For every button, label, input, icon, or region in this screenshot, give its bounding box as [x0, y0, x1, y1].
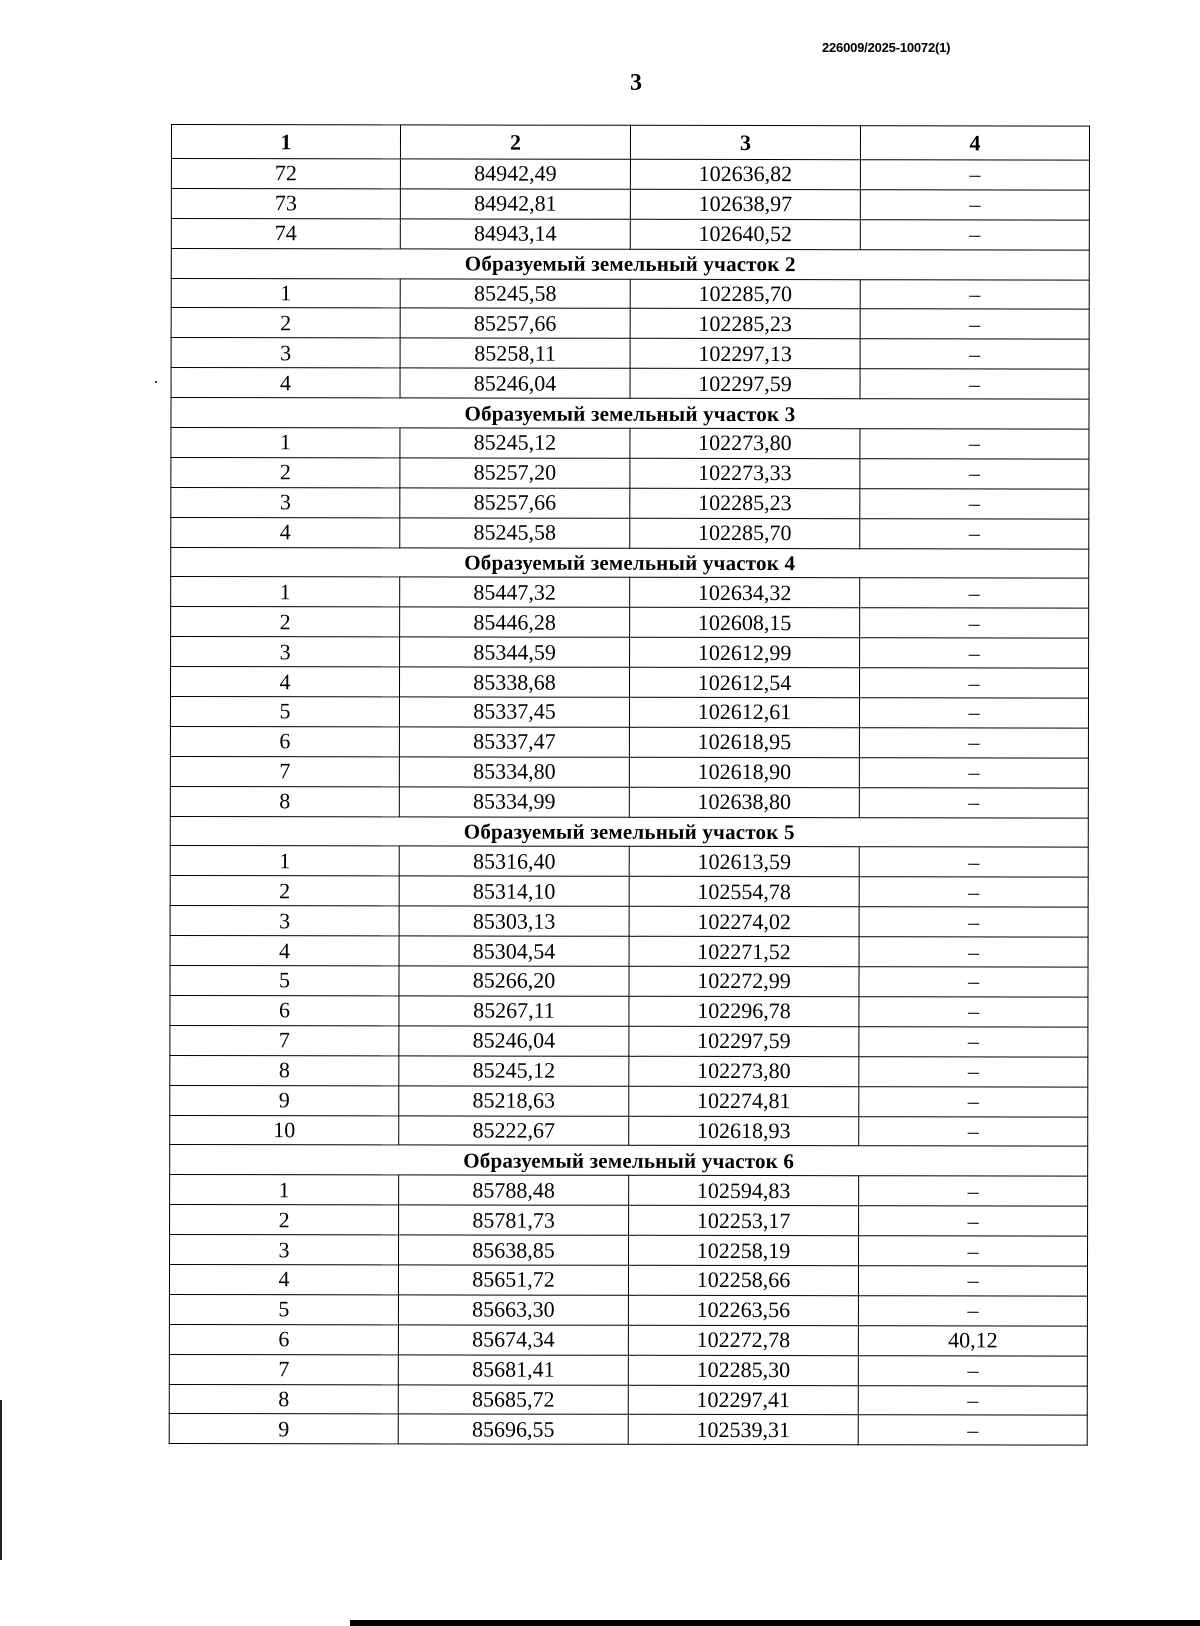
- y-coordinate-cell: 102272,99: [629, 966, 859, 996]
- point-number-cell: 72: [171, 159, 400, 189]
- y-coordinate-cell: 102618,90: [629, 757, 859, 787]
- table-row: [170, 1085, 1088, 1116]
- table-row: [170, 697, 1088, 728]
- table-row: [170, 1235, 1088, 1266]
- value-cell: –: [859, 1116, 1088, 1146]
- table-row: [170, 846, 1088, 877]
- point-number-cell: 9: [170, 1085, 399, 1115]
- x-coordinate-cell: 85674,34: [398, 1325, 628, 1355]
- y-coordinate-cell: 102618,93: [629, 1116, 859, 1146]
- table-row: [169, 1264, 1087, 1295]
- value-cell: –: [860, 160, 1089, 190]
- x-coordinate-cell: 85267,11: [399, 996, 629, 1026]
- section-title: Образуемый земельный участок 2: [171, 248, 1089, 279]
- x-coordinate-cell: 85246,04: [400, 368, 630, 398]
- point-number-cell: 5: [170, 966, 399, 996]
- table-row: [171, 278, 1089, 309]
- x-coordinate-cell: 85304,54: [399, 936, 629, 966]
- table-row: [171, 577, 1089, 608]
- table-row: [170, 966, 1088, 997]
- y-coordinate-cell: 102612,99: [630, 638, 860, 668]
- point-number-cell: 3: [170, 906, 399, 936]
- x-coordinate-cell: 85334,80: [399, 757, 629, 787]
- point-number-cell: 6: [170, 995, 399, 1025]
- point-number-cell: 2: [170, 1205, 399, 1235]
- x-coordinate-cell: 85337,47: [399, 727, 629, 757]
- value-cell: –: [859, 1206, 1088, 1236]
- point-number-cell: 2: [170, 876, 399, 906]
- value-cell: –: [860, 488, 1089, 518]
- point-number-cell: 73: [171, 188, 400, 218]
- x-coordinate-cell: 85222,67: [399, 1115, 629, 1145]
- column-header: 2: [400, 125, 630, 159]
- table-row: [169, 1414, 1087, 1445]
- y-coordinate-cell: 102273,33: [630, 458, 860, 488]
- y-coordinate-cell: 102296,78: [629, 996, 859, 1026]
- value-cell: –: [859, 1027, 1088, 1057]
- x-coordinate-cell: 85316,40: [399, 846, 629, 876]
- table-row: [171, 159, 1089, 190]
- point-number-cell: 8: [170, 1055, 399, 1085]
- value-cell: –: [859, 668, 1088, 698]
- y-coordinate-cell: 102274,81: [629, 1086, 859, 1116]
- section-title: Образуемый земельный участок 3: [171, 398, 1089, 429]
- x-coordinate-cell: 85337,45: [399, 697, 629, 727]
- y-coordinate-cell: 102273,80: [629, 1056, 859, 1086]
- table-header-row: [171, 125, 1089, 161]
- point-number-cell: 1: [171, 428, 400, 458]
- value-cell: –: [859, 967, 1088, 997]
- x-coordinate-cell: 85781,73: [399, 1205, 629, 1235]
- value-cell: –: [859, 997, 1088, 1027]
- y-coordinate-cell: 102554,78: [629, 877, 859, 907]
- table-row: [170, 995, 1088, 1026]
- point-number-cell: 5: [170, 697, 399, 727]
- x-coordinate-cell: 85257,66: [400, 308, 630, 338]
- point-number-cell: 3: [171, 637, 400, 667]
- value-cell: –: [859, 847, 1088, 877]
- column-header: 4: [860, 126, 1089, 160]
- x-coordinate-cell: 85344,59: [400, 637, 630, 667]
- table-row: [170, 1055, 1088, 1086]
- y-coordinate-cell: 102613,59: [629, 847, 859, 877]
- table-row: [169, 1294, 1087, 1325]
- value-cell: –: [859, 1086, 1088, 1116]
- value-cell: –: [859, 907, 1088, 937]
- section-row: [170, 1145, 1088, 1176]
- value-cell: –: [859, 877, 1088, 907]
- point-number-cell: 1: [171, 577, 400, 607]
- table-row: [170, 876, 1088, 907]
- point-number-cell: 1: [170, 1175, 399, 1205]
- value-cell: –: [859, 758, 1088, 788]
- value-cell: –: [860, 578, 1089, 608]
- x-coordinate-cell: 85218,63: [399, 1086, 629, 1116]
- value-cell: –: [859, 1056, 1088, 1086]
- x-coordinate-cell: 85303,13: [399, 906, 629, 936]
- y-coordinate-cell: 102274,02: [629, 907, 859, 937]
- table-row: [171, 457, 1089, 488]
- point-number-cell: 4: [171, 517, 400, 547]
- y-coordinate-cell: 102285,23: [630, 488, 860, 518]
- section-row: [171, 248, 1089, 279]
- value-cell: –: [859, 728, 1088, 758]
- point-number-cell: 5: [169, 1294, 398, 1324]
- page-number: 3: [630, 70, 642, 96]
- table-row: [169, 1384, 1087, 1415]
- point-number-cell: 7: [170, 1025, 399, 1055]
- point-number-cell: 6: [170, 726, 399, 756]
- value-cell: –: [860, 219, 1089, 249]
- value-cell: –: [860, 279, 1089, 309]
- x-coordinate-cell: 85651,72: [398, 1265, 628, 1295]
- table-row: [171, 308, 1089, 339]
- coordinates-table: [169, 124, 1090, 1446]
- x-coordinate-cell: 85245,58: [400, 518, 630, 548]
- table-row: [171, 368, 1089, 399]
- y-coordinate-cell: 102273,80: [630, 428, 860, 458]
- y-coordinate-cell: 102539,31: [628, 1415, 858, 1445]
- x-coordinate-cell: 85266,20: [399, 966, 629, 996]
- document-number: 226009/2025-10072(1): [822, 40, 951, 55]
- table-row: [170, 1115, 1088, 1146]
- point-number-cell: 4: [169, 1264, 398, 1294]
- value-cell: –: [860, 190, 1089, 220]
- x-coordinate-cell: 85663,30: [398, 1295, 628, 1325]
- value-cell: –: [859, 1236, 1088, 1266]
- y-coordinate-cell: 102638,97: [630, 189, 860, 219]
- point-number-cell: 4: [171, 368, 400, 398]
- table-row: [171, 188, 1089, 219]
- y-coordinate-cell: 102638,80: [629, 787, 859, 817]
- table-row: [170, 936, 1088, 967]
- x-coordinate-cell: 85696,55: [398, 1414, 628, 1444]
- value-cell: –: [860, 339, 1089, 369]
- x-coordinate-cell: 85257,20: [400, 458, 630, 488]
- point-number-cell: 8: [170, 786, 399, 816]
- y-coordinate-cell: 102253,17: [629, 1205, 859, 1235]
- value-cell: –: [858, 1415, 1087, 1445]
- y-coordinate-cell: 102297,59: [630, 369, 860, 399]
- x-coordinate-cell: 85245,58: [400, 278, 630, 308]
- x-coordinate-cell: 85334,99: [399, 787, 629, 817]
- x-coordinate-cell: 85788,48: [399, 1175, 629, 1205]
- table-row: [170, 786, 1088, 817]
- value-cell: –: [858, 1266, 1087, 1296]
- y-coordinate-cell: 102612,61: [629, 697, 859, 727]
- x-coordinate-cell: 84943,14: [400, 219, 630, 249]
- point-number-cell: 3: [171, 487, 400, 517]
- y-coordinate-cell: 102258,19: [629, 1235, 859, 1265]
- value-cell: –: [860, 429, 1089, 459]
- value-cell: –: [860, 638, 1089, 668]
- column-header: 1: [171, 125, 400, 159]
- table-body: [169, 159, 1089, 1446]
- point-number-cell: 2: [171, 457, 400, 487]
- y-coordinate-cell: 102634,32: [630, 578, 860, 608]
- x-coordinate-cell: 85638,85: [399, 1235, 629, 1265]
- table-row: [171, 517, 1089, 548]
- table-row: [170, 1205, 1088, 1236]
- section-row: [170, 816, 1088, 847]
- value-cell: 40,12: [858, 1325, 1087, 1355]
- scan-bottom-edge: [350, 1620, 1200, 1626]
- value-cell: –: [858, 1385, 1087, 1415]
- y-coordinate-cell: 102258,66: [628, 1265, 858, 1295]
- y-coordinate-cell: 102618,95: [629, 727, 859, 757]
- point-number-cell: 10: [170, 1115, 399, 1145]
- point-number-cell: 4: [171, 667, 400, 697]
- point-number-cell: 8: [169, 1384, 398, 1414]
- y-coordinate-cell: 102612,54: [630, 667, 860, 697]
- point-number-cell: 7: [169, 1354, 398, 1384]
- y-coordinate-cell: 102285,30: [628, 1355, 858, 1385]
- table-row: [171, 428, 1089, 459]
- table-row: [170, 756, 1088, 787]
- y-coordinate-cell: 102608,15: [630, 608, 860, 638]
- scan-edge-mark: [0, 1400, 2, 1560]
- table-row: [171, 338, 1089, 369]
- point-number-cell: 3: [171, 338, 400, 368]
- value-cell: –: [858, 1296, 1087, 1326]
- y-coordinate-cell: 102272,78: [628, 1325, 858, 1355]
- x-coordinate-cell: 85681,41: [398, 1355, 628, 1385]
- y-coordinate-cell: 102594,83: [629, 1176, 859, 1206]
- y-coordinate-cell: 102636,82: [630, 159, 860, 189]
- section-title: Образуемый земельный участок 4: [171, 547, 1089, 578]
- x-coordinate-cell: 85447,32: [400, 577, 630, 607]
- value-cell: –: [859, 698, 1088, 728]
- point-number-cell: 74: [171, 218, 400, 248]
- point-number-cell: 2: [171, 607, 400, 637]
- y-coordinate-cell: 102297,59: [629, 1026, 859, 1056]
- y-coordinate-cell: 102271,52: [629, 936, 859, 966]
- section-row: [171, 547, 1089, 578]
- value-cell: –: [858, 1355, 1087, 1385]
- point-number-cell: 3: [170, 1235, 399, 1265]
- y-coordinate-cell: 102640,52: [630, 219, 860, 249]
- table-row: [171, 487, 1089, 518]
- x-coordinate-cell: 85257,66: [400, 488, 630, 518]
- x-coordinate-cell: 84942,81: [400, 189, 630, 219]
- x-coordinate-cell: 85246,04: [399, 1026, 629, 1056]
- table-row: [171, 667, 1089, 698]
- y-coordinate-cell: 102297,41: [628, 1385, 858, 1415]
- y-coordinate-cell: 102263,56: [628, 1295, 858, 1325]
- value-cell: –: [860, 309, 1089, 339]
- value-cell: –: [859, 787, 1088, 817]
- section-row: [171, 398, 1089, 429]
- table-row: [171, 218, 1089, 249]
- point-number-cell: 9: [169, 1414, 398, 1444]
- point-number-cell: 7: [170, 756, 399, 786]
- table-row: [170, 726, 1088, 757]
- table-row: [170, 906, 1088, 937]
- point-number-cell: 6: [169, 1324, 398, 1354]
- value-cell: –: [860, 369, 1089, 399]
- point-number-cell: 2: [171, 308, 400, 338]
- x-coordinate-cell: 85314,10: [399, 876, 629, 906]
- point-number-cell: 1: [171, 278, 400, 308]
- table-row: [170, 1175, 1088, 1206]
- x-coordinate-cell: 85446,28: [400, 607, 630, 637]
- table-row: [171, 607, 1089, 638]
- scan-artifact: [155, 381, 157, 383]
- point-number-cell: 1: [170, 846, 399, 876]
- y-coordinate-cell: 102285,23: [630, 309, 860, 339]
- table-row: [169, 1354, 1087, 1385]
- column-header: 3: [630, 125, 860, 159]
- section-title: Образуемый земельный участок 6: [170, 1145, 1088, 1176]
- x-coordinate-cell: 85245,12: [400, 428, 630, 458]
- value-cell: –: [859, 937, 1088, 967]
- value-cell: –: [860, 459, 1089, 489]
- x-coordinate-cell: 85685,72: [398, 1384, 628, 1414]
- x-coordinate-cell: 84942,49: [400, 159, 630, 189]
- table-row: [171, 637, 1089, 668]
- value-cell: –: [860, 518, 1089, 548]
- section-title: Образуемый земельный участок 5: [170, 816, 1088, 847]
- x-coordinate-cell: 85338,68: [400, 667, 630, 697]
- table-row: [169, 1324, 1087, 1355]
- y-coordinate-cell: 102297,13: [630, 339, 860, 369]
- y-coordinate-cell: 102285,70: [630, 518, 860, 548]
- x-coordinate-cell: 85245,12: [399, 1056, 629, 1086]
- x-coordinate-cell: 85258,11: [400, 338, 630, 368]
- y-coordinate-cell: 102285,70: [630, 279, 860, 309]
- value-cell: –: [859, 1176, 1088, 1206]
- value-cell: –: [860, 608, 1089, 638]
- table-row: [170, 1025, 1088, 1056]
- point-number-cell: 4: [170, 936, 399, 966]
